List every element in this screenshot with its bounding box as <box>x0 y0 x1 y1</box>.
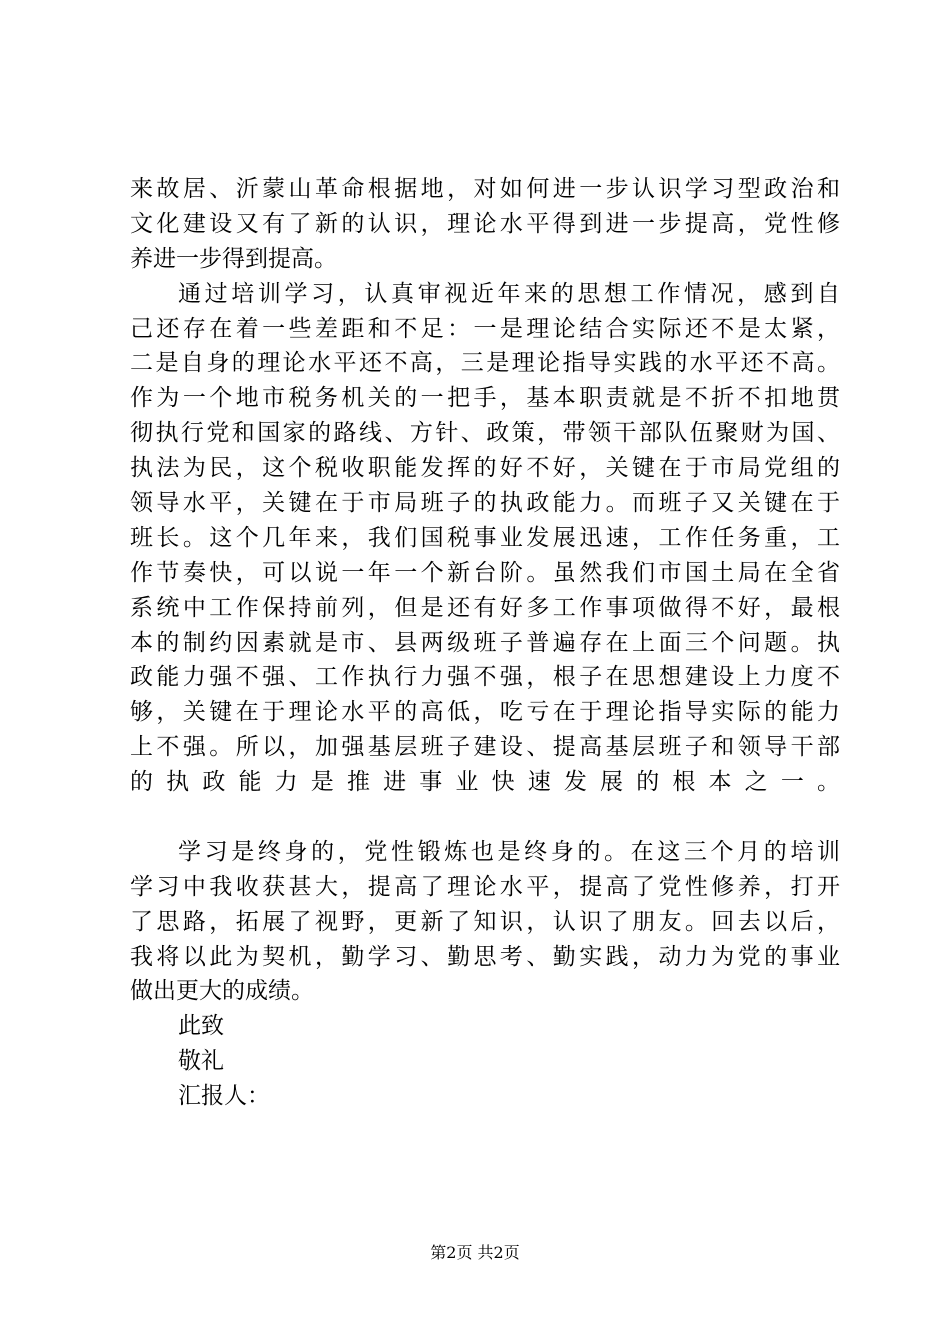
text-line: 学习是终身的，党性锻炼也是终身的。在这三个月的培训 <box>178 838 840 865</box>
salutation-line: 敬礼 <box>178 1048 224 1075</box>
text-line: 政能力强不强、工作执行力强不强，根子在思想建设上力度不 <box>130 664 840 691</box>
text-line: 做出更大的成绩。 <box>130 978 314 1005</box>
text-line: 作为一个地市税务机关的一把手，基本职责就是不折不扣地贯 <box>130 385 840 412</box>
text-line: 文化建设又有了新的认识，理论水平得到进一步提高，党性修 <box>130 210 840 237</box>
text-line: 本的制约因素就是市、县两级班子普遍存在上面三个问题。执 <box>130 629 840 656</box>
paragraph-1 <box>130 172 840 277</box>
text-line: 领导水平，关键在于市局班子的执政能力。而班子又关键在于 <box>130 490 840 517</box>
document-body <box>130 172 840 1114</box>
text-line: 来故居、沂蒙山革命根据地，对如何进一步认识学习型政治和 <box>130 176 840 202</box>
text-line: 我将以此为契机，勤学习、勤思考、勤实践，动力为党的事业 <box>130 943 840 970</box>
text-line: 的执政能力是推进事业快速发展的根本之一。 <box>130 769 840 796</box>
text-line: 养进一步得到提高。 <box>130 245 337 272</box>
text-line: 班长。这个几年来，我们国税事业发展迅速，工作任务重，工 <box>130 524 840 551</box>
text-line: 执法为民，这个税收职能发挥的好不好，关键在于市局党组的 <box>130 455 840 482</box>
paragraph-3 <box>130 835 840 1009</box>
page-number-footer: 第2页 共2页 <box>430 1243 520 1262</box>
text-line: 系统中工作保持前列，但是还有好多工作事项做得不好，最根 <box>130 594 840 621</box>
text-line <box>130 800 840 835</box>
text-line: 了思路，拓展了视野，更新了知识，认识了朋友。回去以后， <box>130 908 840 935</box>
text-line: 彻执行党和国家的路线、方针、政策，带领干部队伍聚财为国、 <box>130 420 840 447</box>
salutation-line: 此致 <box>178 1013 224 1040</box>
text-line: 二是自身的理论水平还不高，三是理论指导实践的水平还不高。 <box>130 350 840 377</box>
reporter-label: 汇报人： <box>178 1083 270 1110</box>
text-line: 作节奏快，可以说一年一个新台阶。虽然我们市国土局在全省 <box>130 559 840 586</box>
paragraph-2 <box>130 277 840 835</box>
text-line: 够，关键在于理论水平的高低，吃亏在于理论指导实际的能力 <box>130 699 840 726</box>
text-line: 通过培训学习，认真审视近年来的思想工作情况，感到自 <box>178 280 840 307</box>
text-line: 上不强。所以，加强基层班子建设、提高基层班子和领导干部 <box>130 734 840 761</box>
text-line: 学习中我收获甚大，提高了理论水平，提高了党性修养，打开 <box>130 873 840 900</box>
text-line: 己还存在着一些差距和不足：一是理论结合实际还不是太紧， <box>130 315 840 342</box>
closing-block <box>130 1009 840 1114</box>
